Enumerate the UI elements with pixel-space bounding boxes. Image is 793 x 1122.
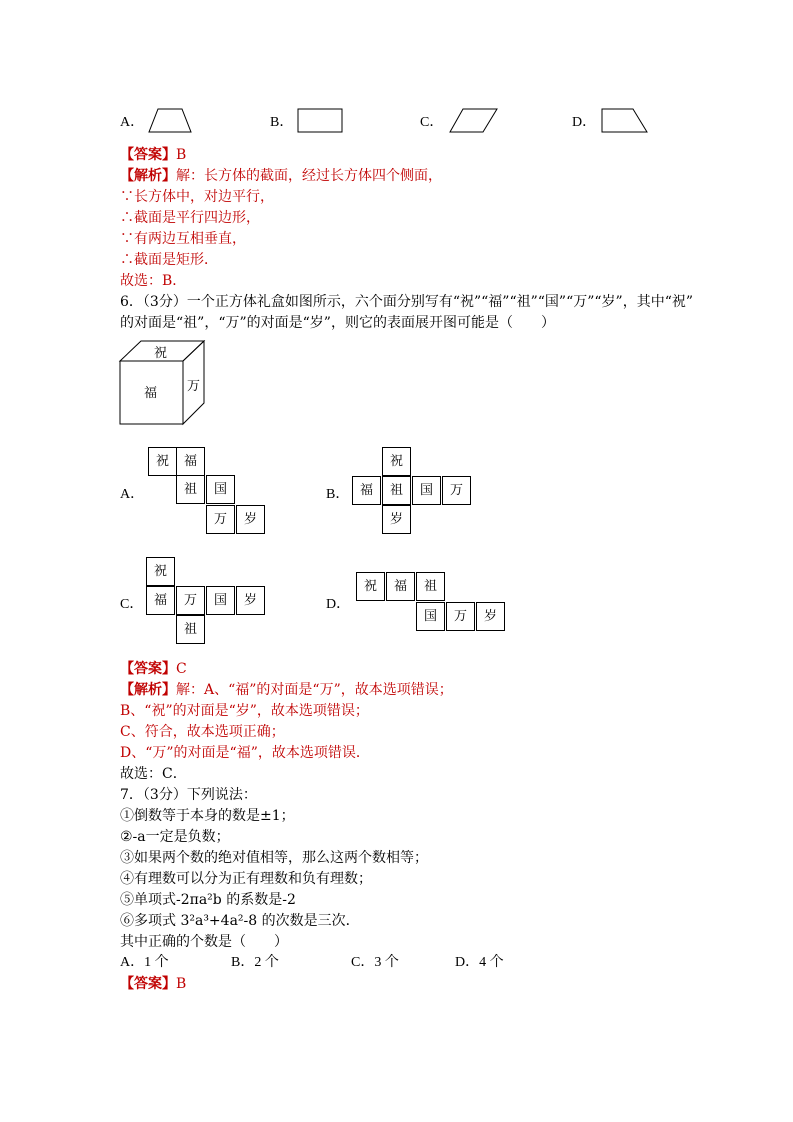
parallelogram-icon — [449, 108, 499, 134]
q7-item: ⑥多项式 3²a³+4a²-8 的次数是三次． — [120, 913, 360, 929]
q5-option-d[interactable]: D． — [572, 115, 597, 130]
net-cell: 福 — [146, 586, 175, 615]
net-cell: 国 — [206, 475, 235, 504]
cube-figure — [118, 340, 208, 426]
q7-option-d[interactable]: D．4 个 — [455, 955, 504, 970]
q6-stem: 的对面是“祖”，“万”的对面是“岁”，则它的表面展开图可能是（ ） — [120, 315, 555, 331]
trapezoid-icon — [148, 108, 193, 134]
net-cell: 岁 — [236, 505, 265, 534]
q5-option-a[interactable]: A． — [120, 115, 145, 130]
net-cell: 万 — [176, 586, 205, 615]
q5-option-c[interactable]: C． — [420, 115, 444, 130]
net-cell: 祝 — [146, 557, 175, 586]
q7-option-a[interactable]: A．1 个 — [120, 955, 169, 970]
q7-stem: 7．（3分）下列说法： — [120, 787, 257, 803]
q6-analysis-line: D、“万”的对面是“福”，故本选项错误． — [120, 745, 370, 761]
q5-analysis-line: ∴截面是平行四边形， — [120, 210, 260, 226]
q6-analysis-line: B、“祝”的对面是“岁”，故本选项错误； — [120, 703, 369, 719]
rectangle-icon — [297, 108, 344, 134]
q6-analysis-line: 故选：C． — [120, 766, 187, 782]
net-cell: 祝 — [382, 447, 411, 476]
q7-answer — [120, 975, 186, 993]
q5-analysis-line: ∴截面是矩形． — [120, 252, 218, 268]
q6-stem: 6．（3分）一个正方体礼盒如图所示，六个面分别写有“祝”“福”“祖”“国”“万”“岁”，其中“祝” — [120, 294, 694, 310]
net-cell: 祖 — [416, 572, 445, 601]
q7-item: ①倒数等于本身的数是±1； — [120, 808, 295, 824]
net-cell: 国 — [206, 586, 235, 615]
answer-value: B — [176, 147, 187, 163]
net-cell: 岁 — [476, 602, 505, 631]
net-cell: 岁 — [382, 505, 411, 534]
net-cell: 祖 — [382, 476, 411, 505]
q6-analysis-line: C、符合，故本选项正确； — [120, 724, 285, 740]
q7-option-b[interactable]: B．2 个 — [231, 955, 279, 970]
net-cell: 祖 — [176, 475, 205, 504]
net-cell: 福 — [352, 476, 381, 505]
q7-item: ④有理数可以分为正有理数和负有理数； — [120, 871, 372, 887]
answer-label: 【答案】 — [120, 147, 176, 163]
net-cell: 岁 — [236, 586, 265, 615]
q5-analysis-line: 故选：B． — [120, 273, 187, 289]
answer-value: C — [176, 661, 187, 677]
cube-front-face: 福 — [144, 386, 158, 401]
net-cell: 福 — [386, 572, 415, 601]
cube-top-face: 祝 — [154, 346, 168, 361]
q5-answer — [120, 146, 186, 164]
q6-option-b[interactable]: B． — [326, 487, 350, 502]
q6-option-a[interactable]: A． — [120, 487, 145, 502]
net-cell: 国 — [416, 602, 445, 631]
q6-answer — [120, 660, 187, 678]
q5-analysis-line: 【解析】解：长方体的截面，经过长方体四个侧面， — [120, 168, 442, 184]
net-cell: 国 — [412, 476, 441, 505]
q6-analysis-line: 【解析】解：A、“福”的对面是“万”，故本选项错误； — [120, 682, 453, 698]
net-cell: 祖 — [176, 615, 205, 644]
net-cell: 福 — [176, 447, 205, 476]
analysis-label: 【解析】 — [120, 168, 176, 184]
q6-option-c[interactable]: C． — [120, 597, 144, 612]
net-cell: 祝 — [356, 572, 385, 601]
q7-option-c[interactable]: C．3 个 — [351, 955, 399, 970]
net-cell: 祝 — [148, 447, 177, 476]
net-cell: 万 — [442, 476, 471, 505]
q7-item: ③如果两个数的绝对值相等，那么这两个数相等； — [120, 850, 428, 866]
q5-analysis-line: ∵长方体中，对边平行， — [120, 189, 274, 205]
q7-item: ⑤单项式-2πa²b 的系数是-2 — [120, 892, 296, 908]
answer-label: 【答案】 — [120, 976, 176, 992]
analysis-label: 【解析】 — [120, 682, 176, 698]
q5-option-b[interactable]: B． — [270, 115, 294, 130]
right-trapezoid-icon — [601, 108, 649, 134]
q5-analysis-line: ∵有两边互相垂直， — [120, 231, 246, 247]
answer-label: 【答案】 — [120, 661, 176, 677]
q6-option-d[interactable]: D． — [326, 597, 351, 612]
net-cell: 万 — [446, 602, 475, 631]
cube-right-face: 万 — [187, 379, 201, 394]
net-cell: 万 — [206, 505, 235, 534]
answer-value: B — [176, 976, 187, 992]
q7-item: ②-a一定是负数； — [120, 829, 230, 845]
q7-question: 其中正确的个数是（ ） — [120, 934, 288, 950]
